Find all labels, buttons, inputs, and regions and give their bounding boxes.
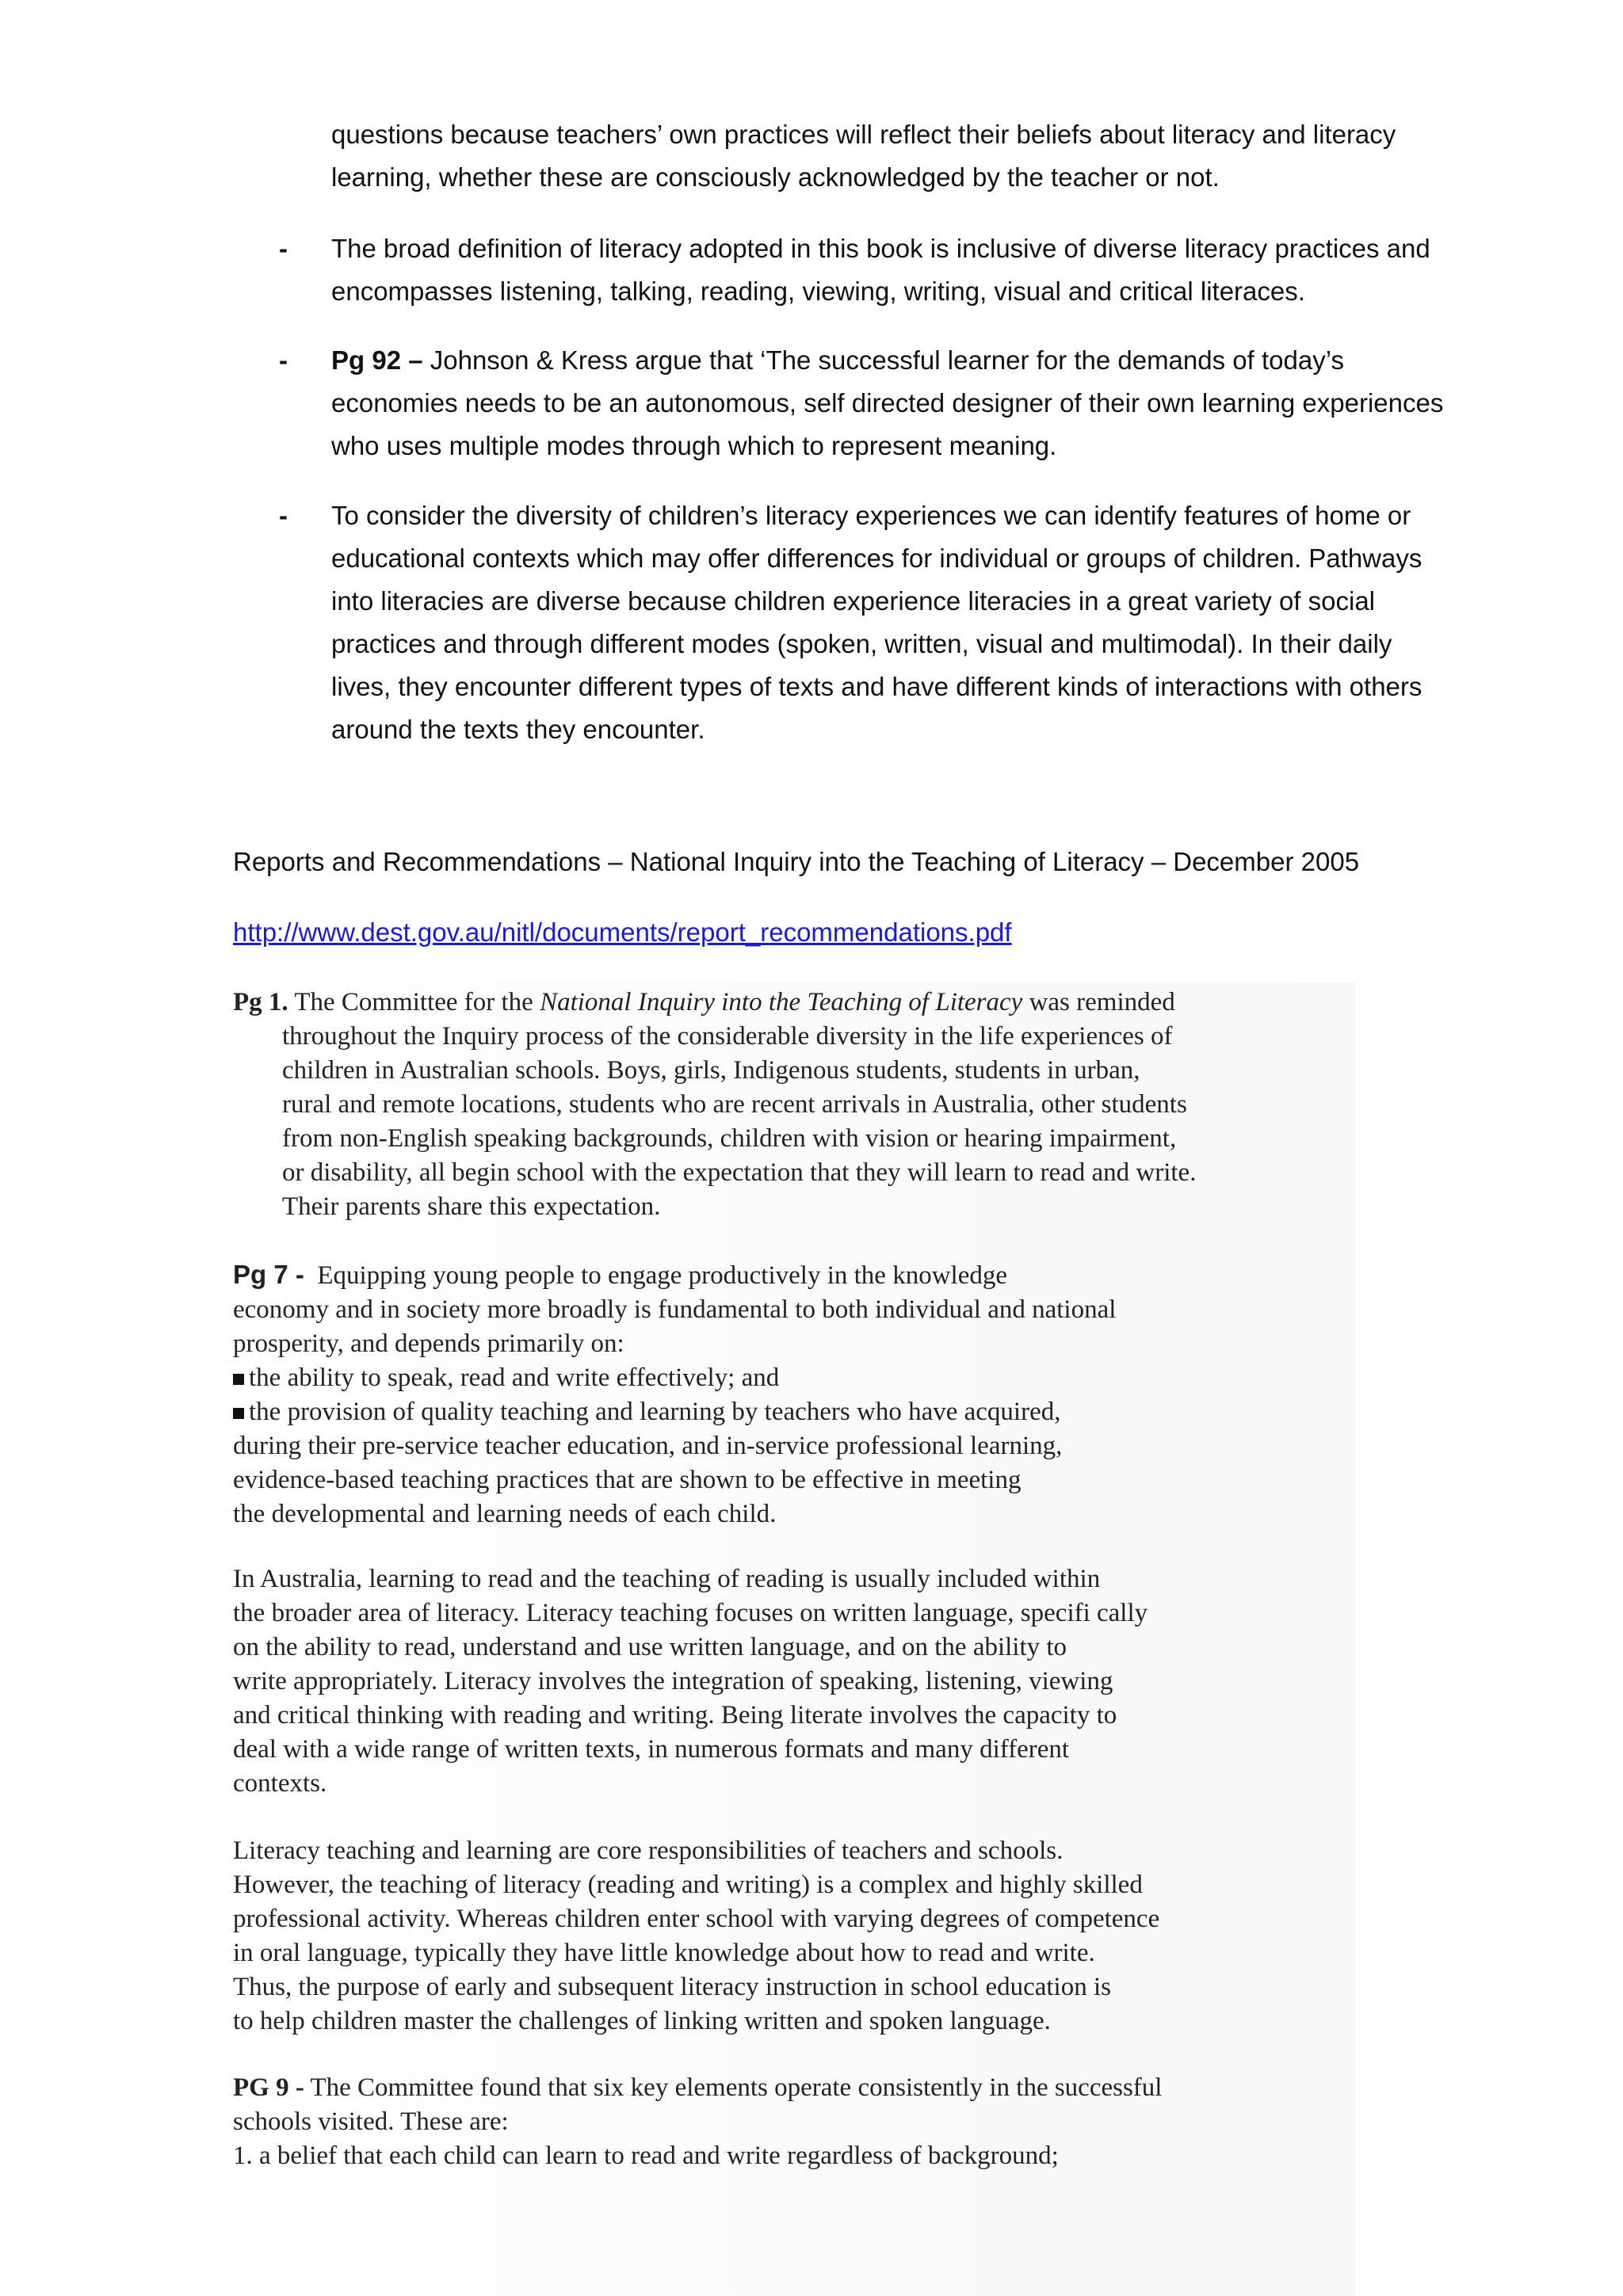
- section-heading: Reports and Recommendations – National Inquiry into the Teaching of Literacy – December 2005: [233, 847, 1360, 876]
- text-line: Literacy teaching and learning are core responsibilities of teachers and schools.: [233, 1836, 1064, 1865]
- report-link[interactable]: http://www.dest.gov.au/nitl/documents/report_recommendations.pdf: [233, 917, 1012, 947]
- australia-paragraph: [233, 1562, 1382, 1801]
- text-line: on the ability to read, understand and use written language, and on the ability to: [233, 1633, 1067, 1661]
- text-line: However, the teaching of literacy (reading and writing) is a complex and highly skilled: [233, 1871, 1143, 1899]
- bullet-text: [331, 339, 1536, 467]
- page-ref-label: Pg 92 –: [331, 345, 423, 375]
- dash-marker: -: [279, 501, 288, 530]
- text-run: Equipping young people to engage productively in the knowledge: [304, 1261, 1007, 1290]
- text-line: in oral language, typically they have little knowledge about how to read and write.: [233, 1939, 1095, 1967]
- text-line: 1. a belief that each child can learn to read and write regardless of background;: [233, 2142, 1059, 2170]
- text-line: educational contexts which may offer differences for individual or groups of children. Pathways: [331, 543, 1423, 573]
- text-line: [233, 986, 1382, 1020]
- text-line: Their parents share this expectation.: [282, 1192, 661, 1221]
- pg7-paragraph: [233, 1257, 1382, 1531]
- text-line: practices and through different modes (spoken, written, visual and multimodal). In their daily: [331, 629, 1392, 658]
- square-bullet-icon: [233, 1374, 244, 1385]
- text-line: In Australia, learning to read and the teaching of reading is usually included within: [233, 1565, 1101, 1593]
- page-ref-label: Pg 7 -: [233, 1260, 304, 1289]
- text-line: professional activity. Whereas children enter school with varying degrees of competence: [233, 1905, 1160, 1933]
- text-line: [233, 2071, 1382, 2105]
- bullet-text: [331, 494, 1536, 751]
- text-line: economy and in society more broadly is fundamental to both individual and national: [233, 1295, 1117, 1324]
- text-line: economies needs to be an autonomous, self directed designer of their own learning experiences: [331, 388, 1444, 418]
- list-item: [233, 1361, 1382, 1395]
- text-run: was reminded: [1022, 988, 1175, 1016]
- text-line: write appropriately. Literacy involves the integration of speaking, listening, viewing: [233, 1667, 1113, 1695]
- hanging-indent: [233, 1020, 1382, 1224]
- text-line: contexts.: [233, 1769, 327, 1798]
- italic-title: National Inquiry into the Teaching of Literacy: [540, 988, 1023, 1016]
- page-ref-label: Pg 1.: [233, 988, 288, 1016]
- text-line: Thus, the purpose of early and subsequent literacy instruction in school education is: [233, 1973, 1111, 2001]
- text-line: To consider the diversity of children’s literacy experiences we can identify features of home or: [331, 501, 1411, 530]
- text-line: around the texts they encounter.: [331, 715, 705, 744]
- pg1-paragraph: [233, 986, 1382, 1224]
- text-line: or disability, all begin school with the expectation that they will learn to read and write.: [282, 1158, 1197, 1187]
- text-line: learning, whether these are consciously acknowledged by the teacher or not.: [331, 162, 1220, 192]
- bullet-text: [331, 113, 1536, 199]
- text-line: [331, 339, 1536, 382]
- text-line: questions because teachers’ own practices will reflect their beliefs about literacy and literacy: [331, 120, 1396, 149]
- text-line: prosperity, and depends primarily on:: [233, 1329, 624, 1358]
- square-bullet-icon: [233, 1408, 244, 1419]
- text-run: The Committee for the: [288, 988, 540, 1016]
- bullet-text: [331, 227, 1536, 313]
- text-line: who uses multiple modes through which to represent meaning.: [331, 431, 1057, 460]
- core-responsibilities-paragraph: [233, 1834, 1382, 2039]
- text-line: encompasses listening, talking, reading, viewing, writing, visual and critical literaces.: [331, 277, 1305, 306]
- dash-marker: -: [279, 234, 288, 263]
- text-line: evidence-based teaching practices that are shown to be effective in meeting: [233, 1466, 1022, 1494]
- pg9-paragraph: [233, 2071, 1382, 2173]
- text-line: rural and remote locations, students who are recent arrivals in Australia, other students: [282, 1090, 1187, 1119]
- list-item-text: the ability to speak, read and write effectively; and: [249, 1363, 780, 1392]
- list-item: [233, 1395, 1382, 1429]
- text-line: and critical thinking with reading and writing. Being literate involves the capacity to: [233, 1701, 1117, 1730]
- text-line: deal with a wide range of written texts, in numerous formats and many different: [233, 1735, 1070, 1764]
- text-line: lives, they encounter different types of texts and have different kinds of interactions with others: [331, 672, 1423, 701]
- text-line: schools visited. These are:: [233, 2107, 509, 2136]
- text-line: the developmental and learning needs of each child.: [233, 1500, 777, 1528]
- dash-marker: -: [279, 345, 288, 375]
- text-line: to help children master the challenges of linking written and spoken language.: [233, 2007, 1051, 2035]
- text-line: [233, 1257, 1382, 1293]
- text-line: the broader area of literacy. Literacy teaching focuses on written language, specifi cally: [233, 1599, 1148, 1627]
- list-item-text: the provision of quality teaching and learning by teachers who have acquired,: [249, 1398, 1061, 1426]
- page-ref-label: PG 9 -: [233, 2073, 304, 2102]
- text-run: The Committee found that six key elements operate consistently in the successful: [304, 2073, 1163, 2102]
- text-line: throughout the Inquiry process of the considerable diversity in the life experiences of: [282, 1022, 1173, 1051]
- text-line: from non-English speaking backgrounds, children with vision or hearing impairment,: [282, 1124, 1177, 1153]
- text-line: The broad definition of literacy adopted in this book is inclusive of diverse literacy practices and: [331, 234, 1430, 263]
- text-line: into literacies are diverse because children experience literacies in a great variety of social: [331, 586, 1376, 616]
- text-line: children in Australian schools. Boys, girls, Indigenous students, students in urban,: [282, 1056, 1140, 1085]
- text-line: during their pre-service teacher education, and in-service professional learning,: [233, 1432, 1063, 1460]
- text-run: Johnson & Kress argue that ‘The successful learner for the demands of today’s: [422, 345, 1344, 375]
